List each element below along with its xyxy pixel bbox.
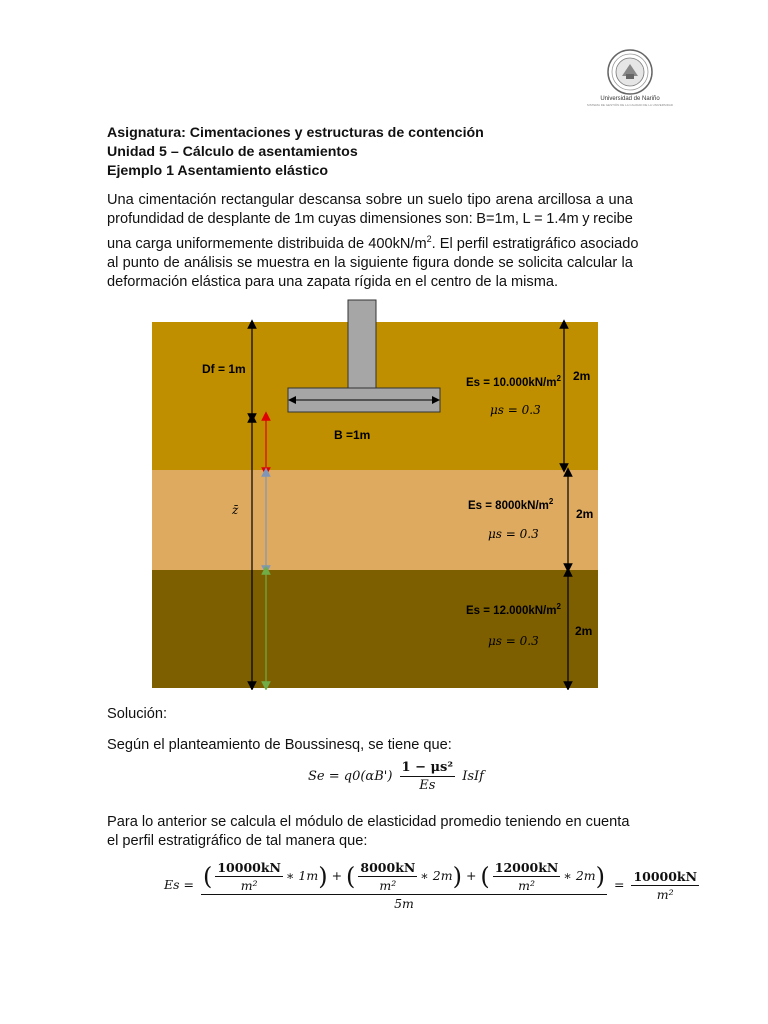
statement-word: desplante [207,211,271,228]
statement-line-3: una carga uniformemente distribuida de $400kN/m^2$. El perfil estratigráfico asociado [107,233,639,252]
statement-word: muestra [256,254,310,271]
university-seal-icon [606,48,654,96]
statement-word: arcillosa [537,192,592,208]
elasticity-intro-line-2: el perfil estratigráfico de tal manera que: [107,833,368,850]
formula2-result-denominator: m² [656,887,674,902]
b-label: B =1m [334,428,371,442]
formula1-fraction [400,760,456,793]
statement-word: profundidad [107,211,185,228]
problem-statement [107,191,638,292]
layer3-thickness-label: 2m [575,624,593,638]
soil-profile-figure [152,298,600,690]
formula2-lhs: Es = [164,877,194,892]
statement-word: B=1m, [476,211,519,228]
statement-line-2 [107,210,633,229]
statement-word: 1m [294,211,315,228]
footing-column [348,300,376,388]
statement-word: de [274,211,291,228]
settlement-formula [308,760,484,793]
statement-word: = [534,211,543,228]
formula2-main-denominator: 5m [394,896,414,911]
formula1-denominator: Es [419,778,436,793]
university-logo [584,48,676,120]
statement-word: punto [122,254,160,271]
statement-word: en [313,254,330,271]
statement-word: recibe [593,211,633,228]
formula2-main-numerator: ( $\frac{10000kN}{\text{m²}}$ ∗ 1m) + ( $\frac{8000kN}{\text{m²}}$ ∗ 2m) + ( $\frac{12000kN}{\text{m²}}$ ∗ 2m) [202,860,605,893]
statement-word: análisis [184,254,233,271]
soil-layer-3 [152,570,598,688]
formula1-lhs: Se = q0(αB') [308,769,393,784]
solution-title: Solución: [107,706,168,722]
formula2-main-fraction [201,860,607,911]
statement-word: cuyas [317,211,357,228]
statement-word: solicita [518,254,563,271]
university-subtitle: SISTEMA DE GESTIÓN DE LA CALIDAD DE LA UNIVERSIDAD [586,103,674,107]
statement-word: 1.4m [546,211,579,228]
soil-layer-2 [152,470,598,570]
statement-word: L [522,211,531,228]
statement-word: un [406,192,424,208]
statement-word: arena [495,192,533,208]
statement-word: tipo [467,192,491,208]
formula2-result-numerator: 10000kN [633,869,698,884]
unit-title: Unidad 5 – Cálculo de asentamientos [107,144,358,160]
layer3-es-label: $Es = 12.000kN/m^2$ [466,602,561,617]
statement-word: a [595,192,604,208]
statement-word: la [621,254,633,271]
layer2-thickness-label: 2m [576,507,594,521]
statement-word: y [582,211,590,228]
statement-line-1 [107,191,633,210]
university-name: Universidad de Nariño [600,96,660,102]
elasticity-intro-line-1: Para lo anterior se calcula el módulo de elasticidad promedio teniendo en cuenta [107,814,630,830]
statement-word: una [608,192,633,208]
statement-word: se [498,254,514,271]
statement-word: suelo [427,192,463,208]
statement-word: donde [453,254,495,271]
statement-word: de [163,254,180,271]
formula2-result [631,869,699,902]
layer3-mu-label: μs = 0.3 [488,634,539,648]
average-modulus-formula: Es = ( $\frac{10000kN}{\text{m²}}$ ∗ 1m) + ( $\frac{8000kN}{\text{m²}}$ ∗ 2m) + ( $\frac{12000kN}{\text{m²}}$ ∗ 2m) 5m = $\frac{10000kN}{\text{m²}}$ [164,860,698,911]
layer2-mu-label: μs = 0.3 [488,527,539,541]
statement-word: descansa [298,192,362,208]
formula1-numerator: 1 − μs² [401,760,454,775]
statement-word: se [236,254,253,271]
z-label: z̄ [232,503,239,517]
statement-word: Una [107,192,134,208]
layer2-es-label: $Es = 8000kN/m^2$ [468,497,554,512]
statement-word: sobre [365,192,403,208]
statement-word: rectangular [220,192,294,208]
elasticity-intro [107,813,629,852]
formula1-tail: IsIf [462,769,484,784]
statement-word: cimentación [138,192,217,208]
statement-line-4 [107,254,633,273]
statement-word: dimensiones [359,211,442,228]
boussinesq-intro: Según el planteamiento de Boussinesq, se tiene que: [107,737,452,753]
statement-word: figura [412,254,450,271]
layer1-thickness-label: 2m [573,369,591,383]
layer1-mu-label: μs = 0.3 [490,403,541,417]
statement-word: de [187,211,204,228]
layer1-es-label: $Es = 10.000kN/m^2$ [466,374,561,389]
statement-word: siguiente [349,254,409,271]
subject-title: Asignatura: Cimentaciones y estructuras de contención [107,125,484,141]
document-header [107,124,484,181]
statement-word: son: [445,211,473,228]
statement-word: la [334,254,346,271]
df-label: Df = 1m [202,362,246,376]
statement-line-5: deformación elástica para una zapata rígida en el centro de la misma. [107,274,559,291]
statement-word: al [107,254,119,271]
example-title: Ejemplo 1 Asentamiento elástico [107,163,329,179]
statement-word: calcular [566,254,618,271]
